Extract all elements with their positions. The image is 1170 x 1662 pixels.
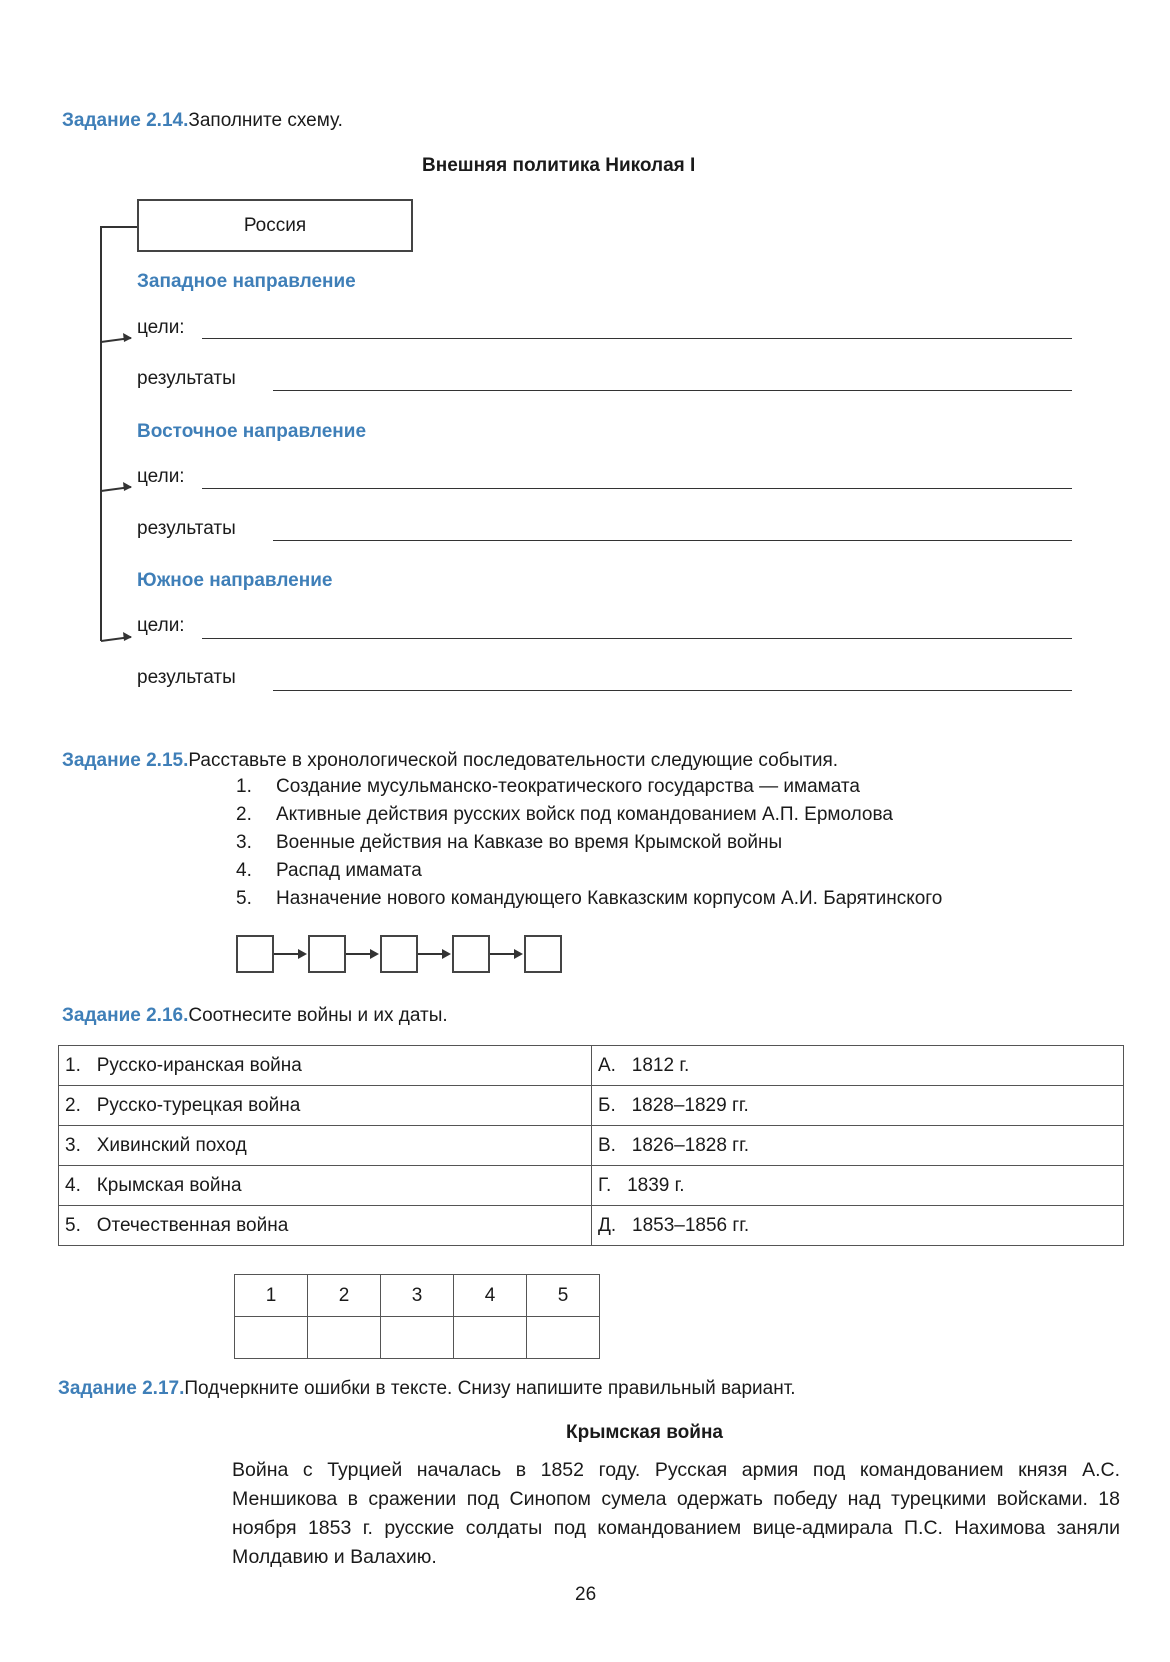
answer-grid: [234, 1274, 600, 1359]
south-results-label: результаты: [137, 667, 236, 688]
task-2-14-label: Задание 2.14.: [62, 110, 189, 131]
table-row: [59, 1126, 1124, 1166]
south-results-line[interactable]: [273, 690, 1072, 691]
arrow-right-icon: [346, 946, 380, 962]
answer-header: 5: [527, 1275, 600, 1317]
task-2-15-text: Расставьте в хронологической последовательности следующие события.: [188, 750, 839, 771]
west-goals-line[interactable]: [202, 338, 1072, 339]
answer-header: 4: [454, 1275, 527, 1317]
russia-label: Россия: [243, 214, 307, 236]
task-2-17-text: Подчеркните ошибки в тексте. Снизу напишите правильный вариант.: [184, 1378, 796, 1399]
task-2-14-text: Заполните схему.: [188, 110, 343, 131]
answer-cell[interactable]: [381, 1317, 454, 1359]
date-cell: В. 1826–1828 гг.: [592, 1126, 1124, 1166]
war-cell: 4. Крымская война: [59, 1166, 592, 1206]
crimean-war-paragraph: Война с Турцией началась в 1852 году. Русская армия под командованием князя А.С. Меншикова в сражении под Синопом сумела одержать победу над турецкими войсками. 18 ноября 1853 г. русские солдаты под командованием вице-адмирала П.С. Нахимова заняли Молдавию и Валахию.: [232, 1459, 1120, 1568]
east-goals-line[interactable]: [202, 488, 1072, 489]
sequence-box-3[interactable]: [380, 935, 418, 973]
east-results-line[interactable]: [273, 540, 1072, 541]
sequence-box-5[interactable]: [524, 935, 562, 973]
direction-east-title: Восточное направление: [137, 421, 367, 442]
connector-line: [101, 227, 137, 641]
east-goals-label: цели:: [137, 466, 185, 487]
arrowhead-2: [123, 482, 132, 491]
task-2-16-text: Соотнесите войны и их даты.: [188, 1005, 448, 1026]
text-subtitle: Крымская война: [566, 1422, 724, 1443]
event-number: 3.: [236, 832, 252, 853]
task-2-14-heading: [62, 110, 343, 132]
date-cell: Г. 1839 г.: [592, 1166, 1124, 1206]
date-cell: А. 1812 г.: [592, 1046, 1124, 1086]
south-goals-label: цели:: [137, 615, 185, 636]
answer-cell[interactable]: [308, 1317, 381, 1359]
date-cell: Д. 1853–1856 гг.: [592, 1206, 1124, 1246]
event-number: 5.: [236, 888, 252, 909]
arrow-right-icon: [274, 946, 308, 962]
east-results-label: результаты: [137, 518, 236, 539]
task-2-17-heading: [58, 1378, 796, 1400]
table-row: [59, 1206, 1124, 1246]
page-number: 26: [575, 1584, 597, 1605]
task-2-17-label: Задание 2.17.: [58, 1378, 185, 1399]
direction-south-title: Южное направление: [137, 570, 333, 591]
task-2-15-label: Задание 2.15.: [62, 750, 189, 771]
answer-cell[interactable]: [235, 1317, 308, 1359]
answer-header: 2: [308, 1275, 381, 1317]
war-cell: 3. Хивинский поход: [59, 1126, 592, 1166]
arrow-right-icon: [418, 946, 452, 962]
war-cell: 2. Русско-турецкая война: [59, 1086, 592, 1126]
event-text: Военные действия на Кавказе во время Крымской войны: [276, 832, 783, 853]
russia-box: [137, 199, 413, 252]
west-goals-label: цели:: [137, 317, 185, 338]
south-goals-line[interactable]: [202, 638, 1072, 639]
arrowhead-3: [123, 632, 132, 641]
event-text: Назначение нового командующего Кавказским корпусом А.И. Барятинского: [276, 888, 943, 909]
answer-header: 1: [235, 1275, 308, 1317]
event-number: 2.: [236, 804, 252, 825]
task-2-16-heading: [62, 1005, 448, 1027]
event-text: Создание мусульманско-теократического государства — имамата: [276, 776, 860, 797]
task-2-15-heading: [62, 750, 838, 772]
answer-cell[interactable]: [454, 1317, 527, 1359]
war-cell: 5. Отечественная война: [59, 1206, 592, 1246]
arrowhead-1: [123, 333, 132, 342]
answer-input-row: [235, 1317, 600, 1359]
scheme-title: Внешняя политика Николая I: [422, 155, 696, 176]
sequence-box-4[interactable]: [452, 935, 490, 973]
west-results-label: результаты: [137, 368, 236, 389]
event-number: 1.: [236, 776, 252, 797]
answer-cell[interactable]: [527, 1317, 600, 1359]
answer-header-row: [235, 1275, 600, 1317]
direction-west-title: Западное направление: [137, 271, 356, 292]
task-2-16-label: Задание 2.16.: [62, 1005, 189, 1026]
table-row: [59, 1086, 1124, 1126]
event-number: 4.: [236, 860, 252, 881]
war-cell: 1. Русско-иранская война: [59, 1046, 592, 1086]
arrow-right-icon: [490, 946, 524, 962]
event-text: Распад имамата: [276, 860, 422, 881]
wars-dates-table: [58, 1045, 1124, 1246]
sequence-box-1[interactable]: [236, 935, 274, 973]
event-text: Активные действия русских войск под командованием А.П. Ермолова: [276, 804, 893, 825]
sequence-box-2[interactable]: [308, 935, 346, 973]
table-row: [59, 1046, 1124, 1086]
table-row: [59, 1166, 1124, 1206]
west-results-line[interactable]: [273, 390, 1072, 391]
answer-header: 3: [381, 1275, 454, 1317]
date-cell: Б. 1828–1829 гг.: [592, 1086, 1124, 1126]
